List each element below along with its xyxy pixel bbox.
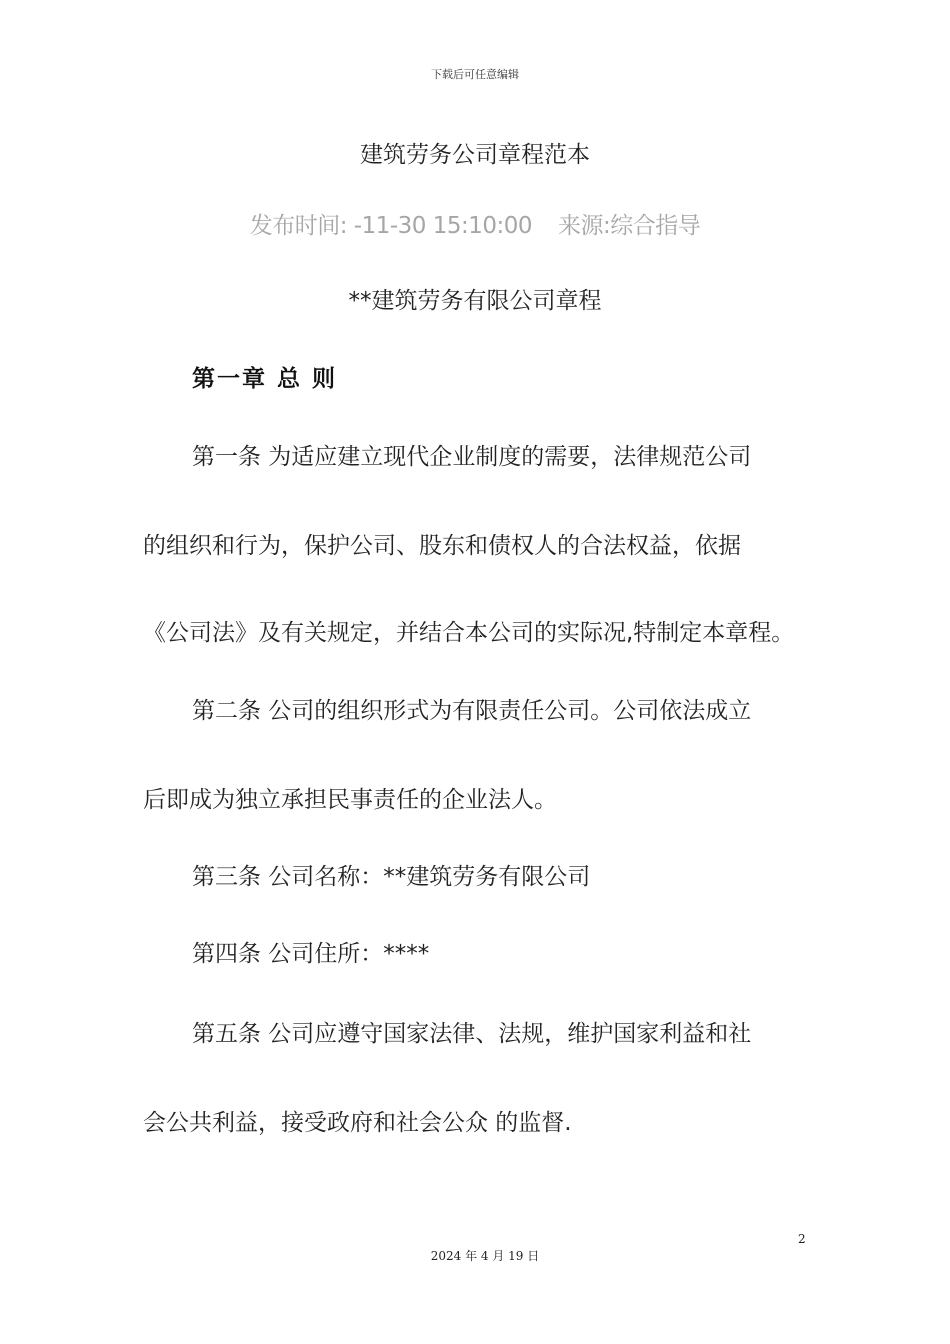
header-note: 下载后可任意编辑 [431,68,519,81]
chapter-heading: 第一章 总 则 [192,366,338,392]
article-line: 的组织和行为，保护公司、股东和债权人的合法权益，依据 [143,533,741,559]
article-line: 第一条 为适应建立现代企业制度的需要，法律规范公司 [192,444,752,470]
article-line: 会公共利益，接受政府和社会公众 的监督. [143,1110,572,1136]
page-number: 2 [798,1232,806,1246]
article-line: 后即成为独立承担民事责任的企业法人。 [143,787,557,813]
publish-source: 来源:综合指导 [558,213,701,239]
article-line: 《公司法》及有关规定，并结合本公司的实际况,特制定本章程。 [143,620,795,646]
footer-date: 2024 年 4 月 19 日 [430,1249,540,1263]
publish-meta [0,207,950,240]
company-charter-title: **建筑劳务有限公司章程 [348,288,602,314]
article-line: 第四条 公司住所：**** [192,941,430,967]
document-title: 建筑劳务公司章程范本 [360,142,590,168]
article-line: 第二条 公司的组织形式为有限责任公司。公司依法成立 [192,698,752,724]
article-line: 第三条 公司名称：**建筑劳务有限公司 [192,864,591,890]
publish-time: 发布时间: -11-30 15:10:00 [249,213,533,239]
article-line: 第五条 公司应遵守国家法律、法规，维护国家利益和社 [192,1021,752,1047]
